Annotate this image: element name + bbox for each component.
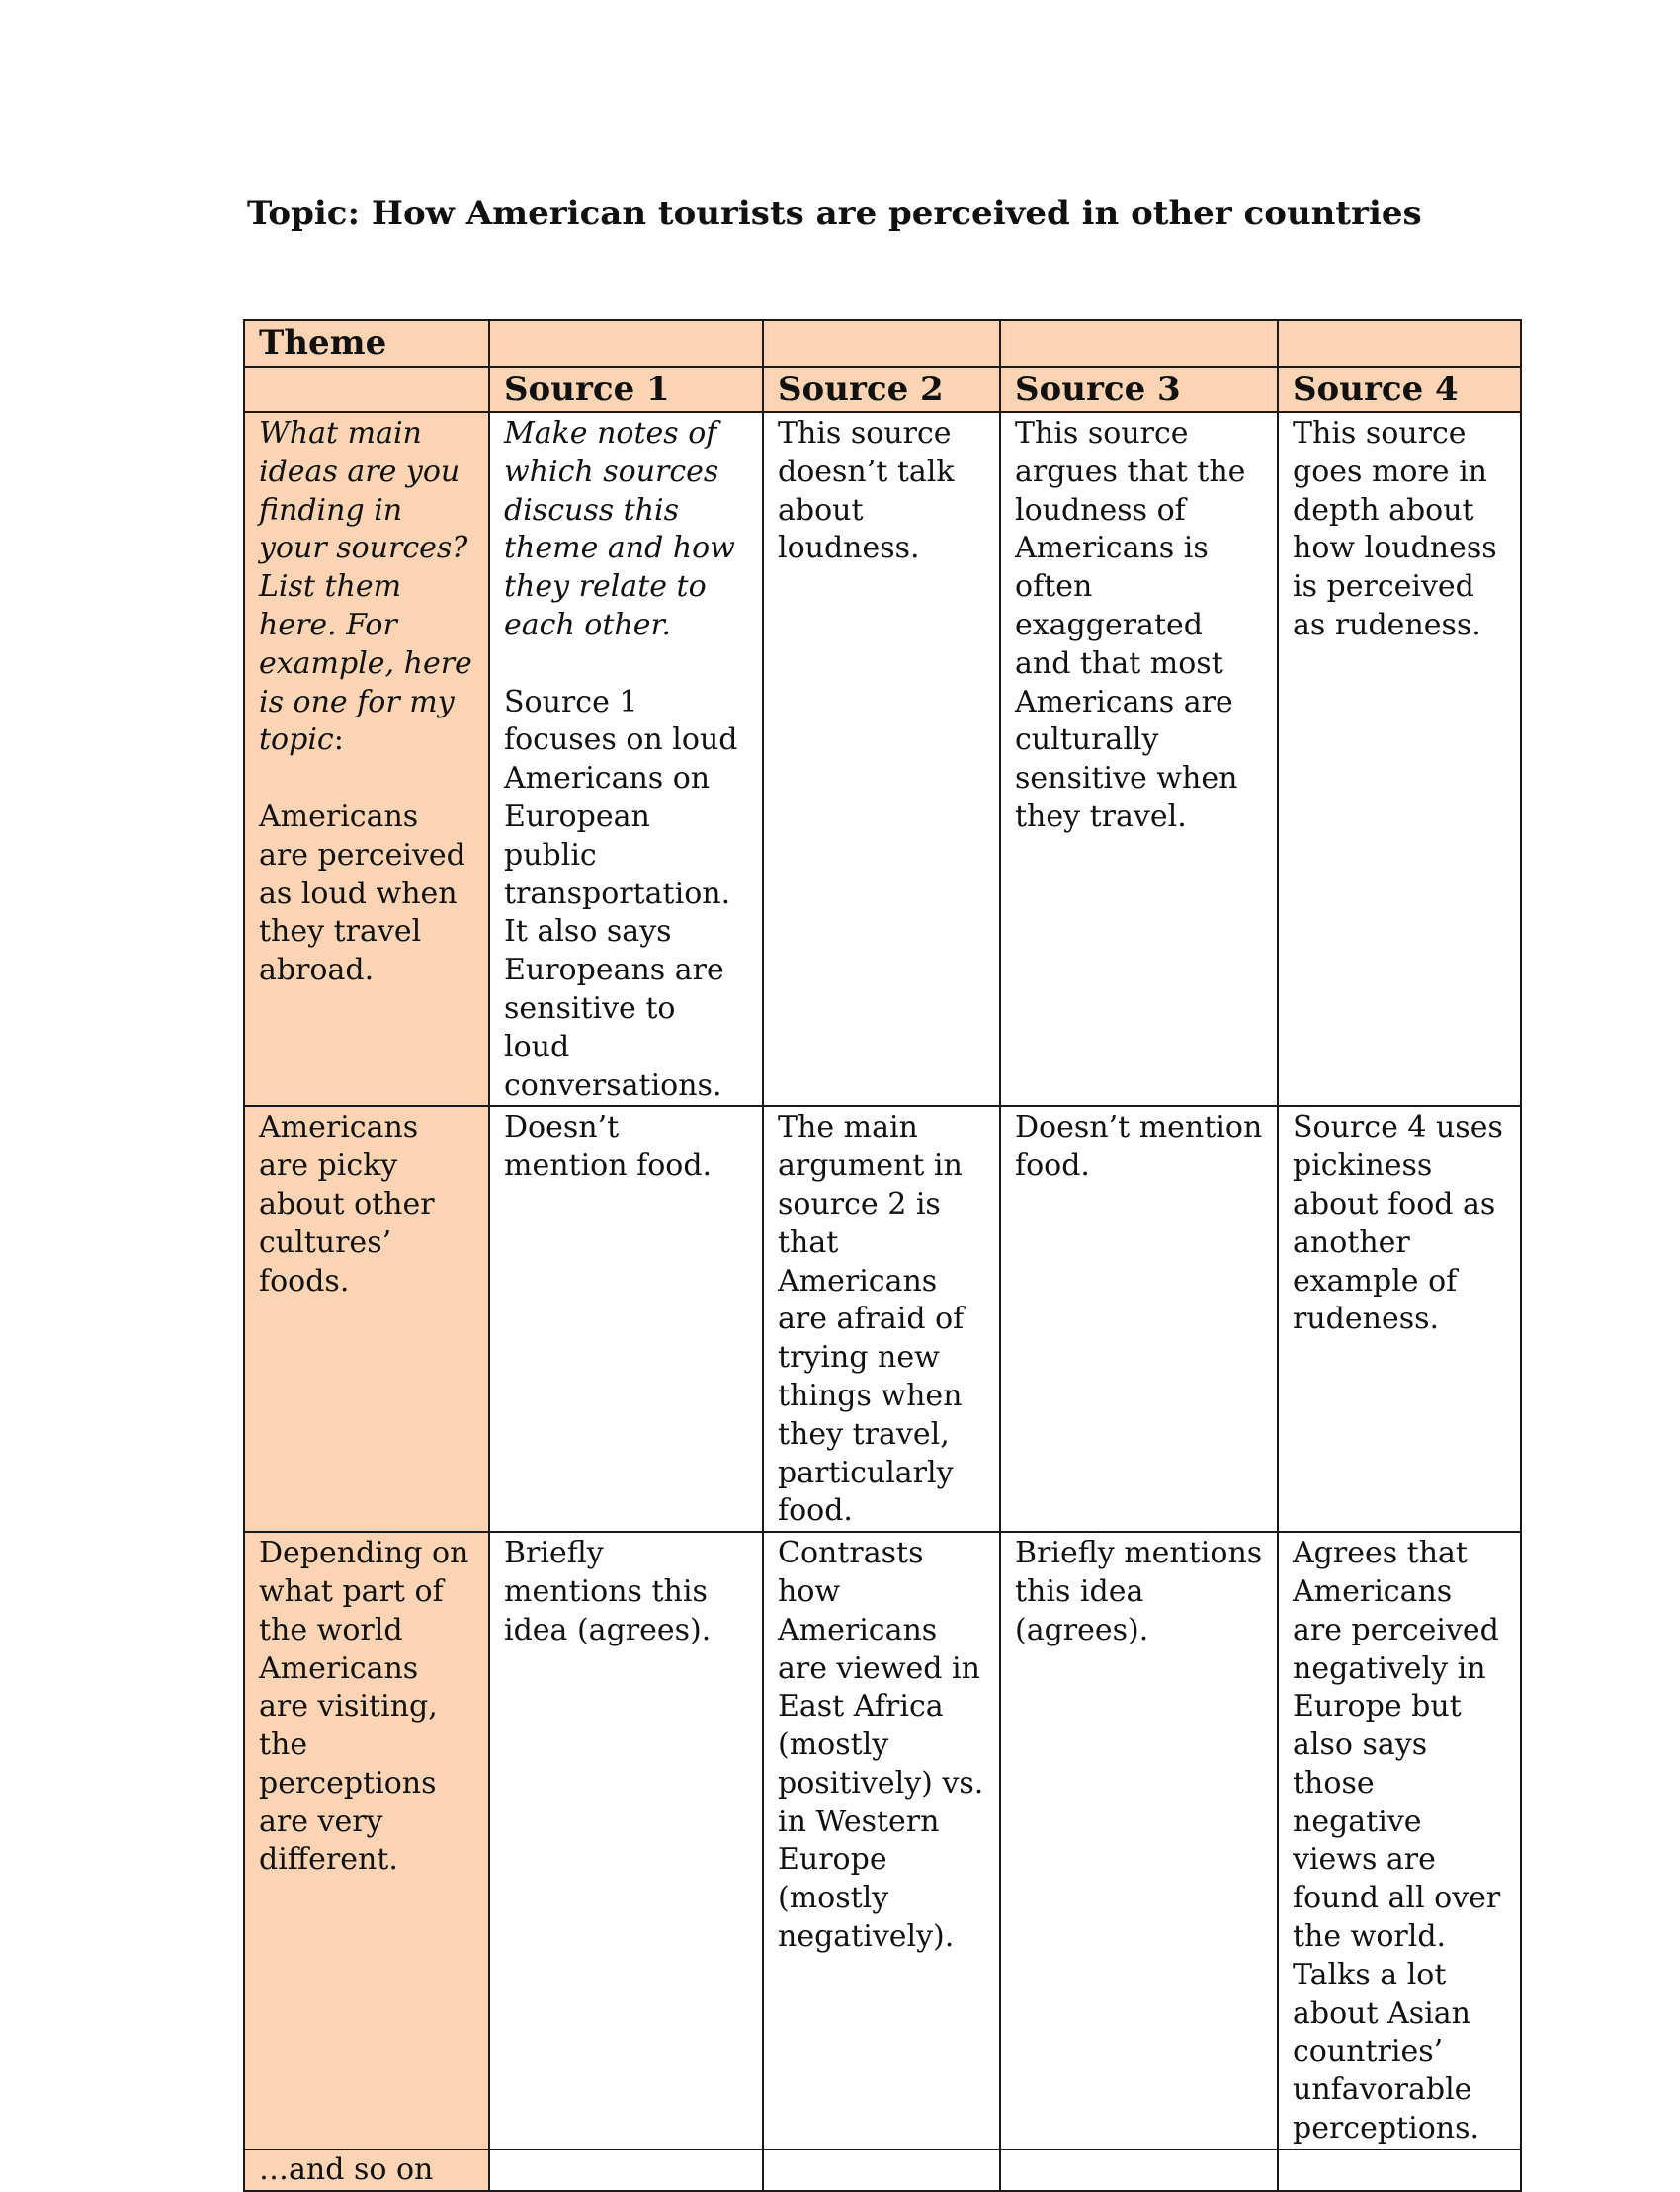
theme-instructions-colon: : (333, 722, 344, 758)
header-blank-cell (1278, 320, 1521, 367)
theme-header: Theme (244, 320, 489, 367)
source-4-cell: This source goes more in depth about how loudness is perceived as rudeness. (1278, 412, 1521, 1106)
source-2-cell: This source doesn’t talk about loudness. (763, 412, 1000, 1106)
source-3-cell: This source argues that the loudness of Americans is often exaggerated and that most Americans are culturally sensitive when they travel. (1000, 412, 1278, 1106)
source-1-cell: Briefly mentions this idea (agrees). (489, 1532, 763, 2150)
source-4-cell: Agrees that Americans are perceived negatively in Europe but also says those negative views are found all over the world. Talks a lot about Asian countries’ unfavorable perceptions. (1278, 1532, 1521, 2150)
theme-cell: …and so on (244, 2150, 489, 2191)
theme-cell: Depending on what part of the world Americans are visiting, the perceptions are very different. (244, 1532, 489, 2150)
source-3-header: Source 3 (1000, 367, 1278, 412)
table-row (244, 1532, 1521, 2150)
source-3-cell: Briefly mentions this idea (agrees). (1000, 1532, 1278, 2150)
source-2-cell (763, 2150, 1000, 2191)
source-1-cell (489, 2150, 763, 2191)
header-blank-cell (244, 367, 489, 412)
header-blank-cell (489, 320, 763, 367)
source-2-header: Source 2 (763, 367, 1000, 412)
source-1-header: Source 1 (489, 367, 763, 412)
table-row (244, 412, 1521, 1106)
theme-instructions: What main ideas are you finding in your sources? List them here. For example, here is one for my topic (259, 416, 472, 758)
source-4-cell (1278, 2150, 1521, 2191)
table-row (244, 2150, 1521, 2191)
page-title: Topic: How American tourists are perceived in other countries (247, 194, 1422, 233)
source-2-cell: The main argument in source 2 is that Americans are afraid of trying new things when they travel, particularly food. (763, 1106, 1000, 1532)
table-row (244, 1106, 1521, 1532)
source-note: Source 1 focuses on loud Americans on European public transportation. It also says Europeans are sensitive to loud conversations. (504, 684, 738, 1103)
header-blank-cell (763, 320, 1000, 367)
source-1-cell: Doesn’t mention food. (489, 1106, 763, 1532)
synthesis-table (243, 319, 1522, 2192)
source-2-cell: Contrasts how Americans are viewed in East Africa (mostly positively) vs. in Western Europe (mostly negatively). (763, 1532, 1000, 2150)
header-row-sources (244, 367, 1521, 412)
theme-cell: Americans are picky about other cultures’ foods. (244, 1106, 489, 1532)
header-blank-cell (1000, 320, 1278, 367)
source-3-cell (1000, 2150, 1278, 2191)
source-instructions: Make notes of which sources discuss this theme and how they relate to each other. (504, 416, 735, 642)
source-4-header: Source 4 (1278, 367, 1521, 412)
theme-cell (244, 412, 489, 1106)
source-4-cell: Source 4 uses pickiness about food as another example of rudeness. (1278, 1106, 1521, 1532)
theme-statement: Americans are perceived as loud when they travel abroad. (259, 799, 465, 988)
source-1-cell (489, 412, 763, 1106)
header-row-theme (244, 320, 1521, 367)
source-3-cell: Doesn’t mention food. (1000, 1106, 1278, 1532)
